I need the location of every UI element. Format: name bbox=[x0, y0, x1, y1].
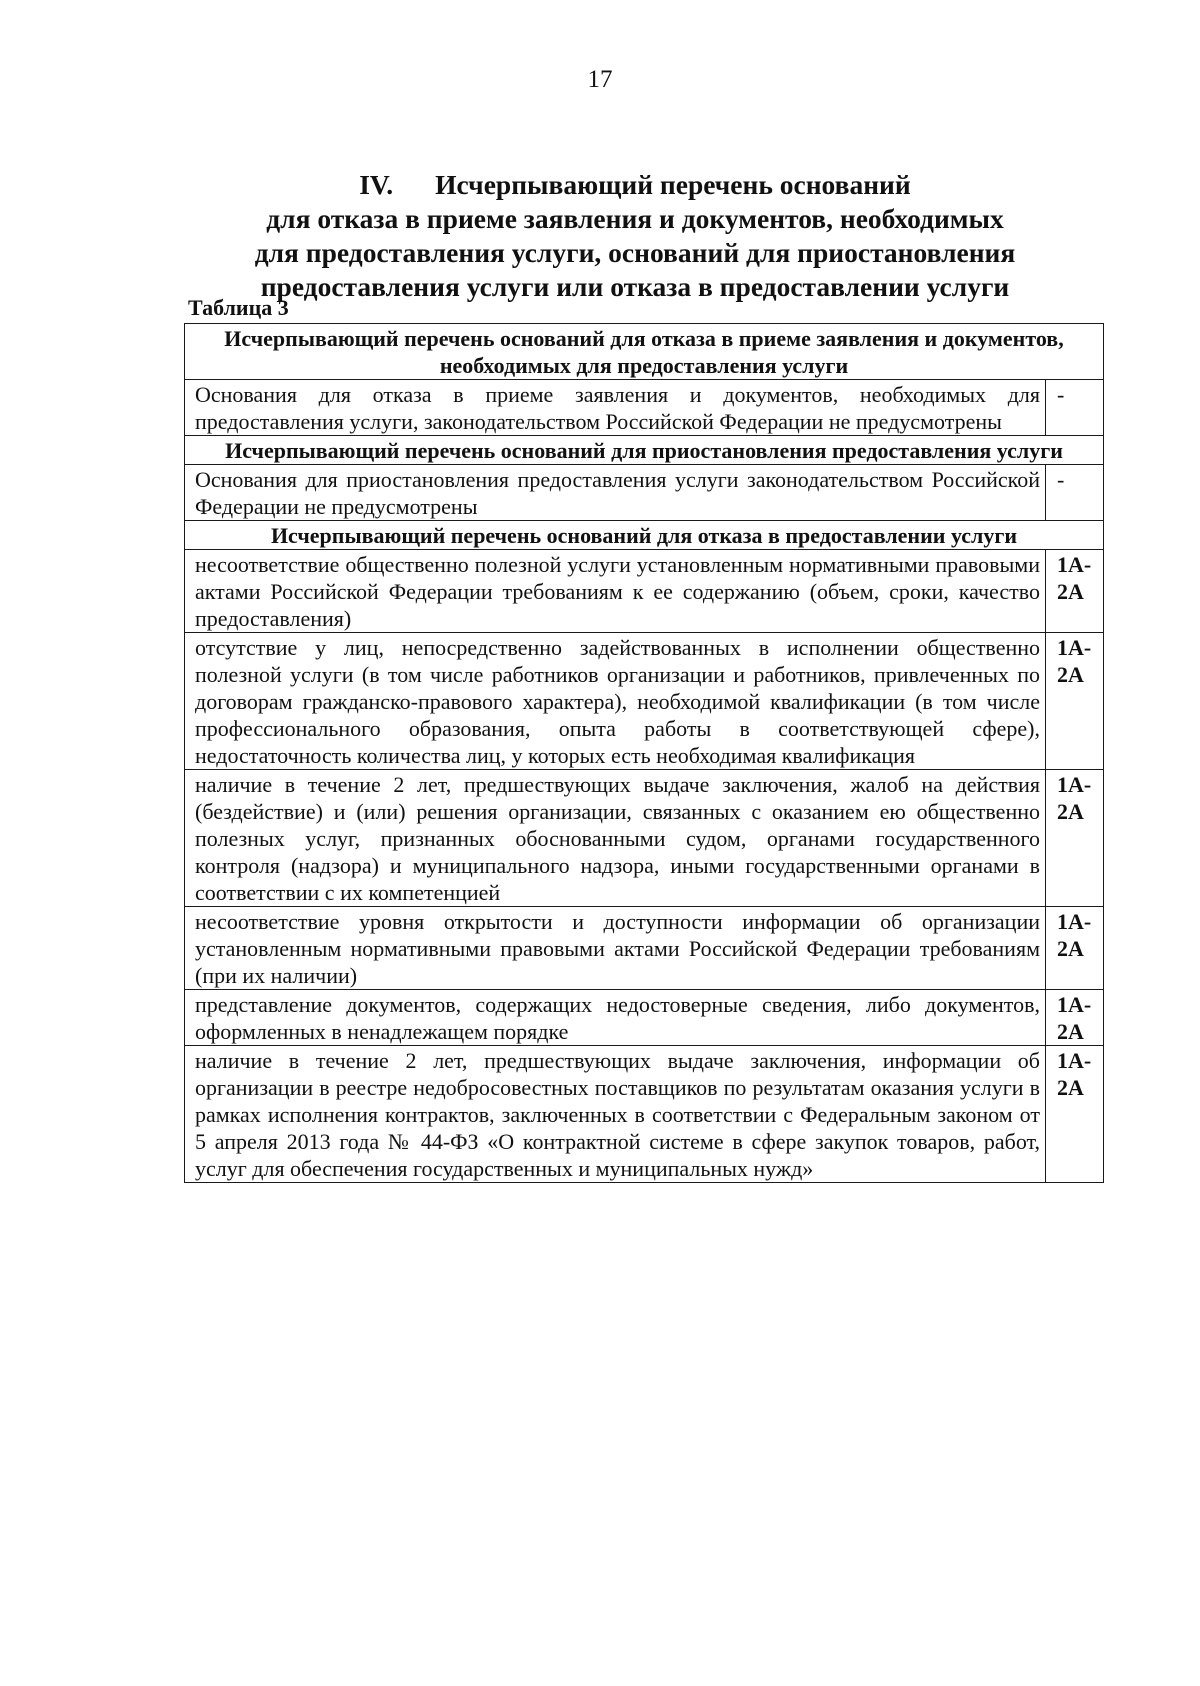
section-header-row bbox=[185, 436, 1104, 465]
grounds-table bbox=[184, 323, 1104, 1183]
heading-roman-numeral: IV. bbox=[359, 169, 394, 200]
ground-code bbox=[1046, 770, 1104, 907]
section-title-refusal-of-acceptance: Исчерпывающий перечень оснований для отказа в приеме заявления и документов, необходимых для предоставления услуги bbox=[185, 324, 1104, 380]
section-heading bbox=[185, 168, 1085, 304]
code-line-2: 2А bbox=[1057, 936, 1084, 961]
table-row bbox=[185, 907, 1104, 990]
section-header-row bbox=[185, 324, 1104, 380]
ground-description: представление документов, содержащих недостоверные сведения, либо документов, оформленных в ненадлежащем порядке bbox=[185, 990, 1046, 1046]
table-caption: Таблица 3 bbox=[188, 295, 289, 320]
ground-code bbox=[1046, 550, 1104, 633]
table-row bbox=[185, 550, 1104, 633]
code-line-1: 1А- bbox=[1057, 992, 1092, 1017]
ground-code bbox=[1046, 907, 1104, 990]
ground-code: - bbox=[1046, 380, 1104, 436]
ground-description: отсутствие у лиц, непосредственно задействованных в исполнении общественно полезной услуги (в том числе работников организации и работников, привлеченных по договорам гражданско-правового характера), необходимой квалификации (в том числе профессионального образования, опыта работы в соответствующей сфере), недостаточность количества лиц, у которых есть необходимая квалификация bbox=[185, 633, 1046, 770]
heading-line-2: для отказа в приеме заявления и документов, необходимых bbox=[266, 203, 1004, 234]
ground-description: несоответствие уровня открытости и доступности информации об организации установленным нормативными правовыми актами Российской Федерации требованиям (при их наличии) bbox=[185, 907, 1046, 990]
section-title-suspension: Исчерпывающий перечень оснований для приостановления предоставления услуги bbox=[185, 436, 1104, 465]
table-row bbox=[185, 380, 1104, 436]
ground-code bbox=[1046, 1046, 1104, 1183]
ground-description: наличие в течение 2 лет, предшествующих выдаче заключения, информации об организации в реестре недобросовестных поставщиков по результатам оказания услуги в рамках исполнения контрактов, заключенных в соответствии с Федеральным законом от 5 апреля 2013 года № 44-ФЗ «О контрактной системе в сфере закупок товаров, работ, услуг для обеспечения государственных и муниципальных нужд» bbox=[185, 1046, 1046, 1183]
code-line-1: 1А- bbox=[1057, 772, 1092, 797]
code-line-1: 1А- bbox=[1057, 1048, 1092, 1073]
section-title-refusal-of-service: Исчерпывающий перечень оснований для отказа в предоставлении услуги bbox=[185, 521, 1104, 550]
table-row bbox=[185, 465, 1104, 521]
code-line-1: 1А- bbox=[1057, 552, 1092, 577]
code-line-2: 2А bbox=[1057, 662, 1084, 687]
code-line-2: 2А bbox=[1057, 799, 1084, 824]
heading-line-3: для предоставления услуги, оснований для приостановления bbox=[254, 237, 1016, 268]
page-number: 17 bbox=[587, 66, 613, 93]
code-line-2: 2А bbox=[1057, 1075, 1084, 1100]
table-row bbox=[185, 1046, 1104, 1183]
code-line-1: 1А- bbox=[1057, 635, 1092, 660]
code-line-1: 1А- bbox=[1057, 909, 1092, 934]
table-row bbox=[185, 633, 1104, 770]
ground-description: Основания для отказа в приеме заявления и документов, необходимых для предоставления услуги, законодательством Российской Федерации не предусмотрены bbox=[185, 380, 1046, 436]
table-row bbox=[185, 990, 1104, 1046]
section-header-row bbox=[185, 521, 1104, 550]
table-row bbox=[185, 770, 1104, 907]
heading-line-4: предоставления услуги или отказа в предоставлении услуги bbox=[260, 271, 1010, 302]
ground-description: наличие в течение 2 лет, предшествующих выдаче заключения, жалоб на действия (бездействие) и (или) решения организации, связанных с оказанием ею общественно полезных услуг, признанных обоснованными судом, органами государственного контроля (надзора) и муниципального надзора, иными государственными органами в соответствии с их компетенцией bbox=[185, 770, 1046, 907]
ground-code: - bbox=[1046, 465, 1104, 521]
ground-description: Основания для приостановления предоставления услуги законодательством Российской Федерации не предусмотрены bbox=[185, 465, 1046, 521]
ground-description: несоответствие общественно полезной услуги установленным нормативными правовыми актами Российской Федерации требованиям к ее содержанию (объем, сроки, качество предоставления) bbox=[185, 550, 1046, 633]
code-line-2: 2А bbox=[1057, 1019, 1084, 1044]
heading-line-1-text: Исчерпывающий перечень оснований bbox=[435, 169, 911, 200]
ground-code bbox=[1046, 990, 1104, 1046]
ground-code bbox=[1046, 633, 1104, 770]
code-line-2: 2А bbox=[1057, 579, 1084, 604]
heading-line-1 bbox=[185, 168, 1085, 202]
